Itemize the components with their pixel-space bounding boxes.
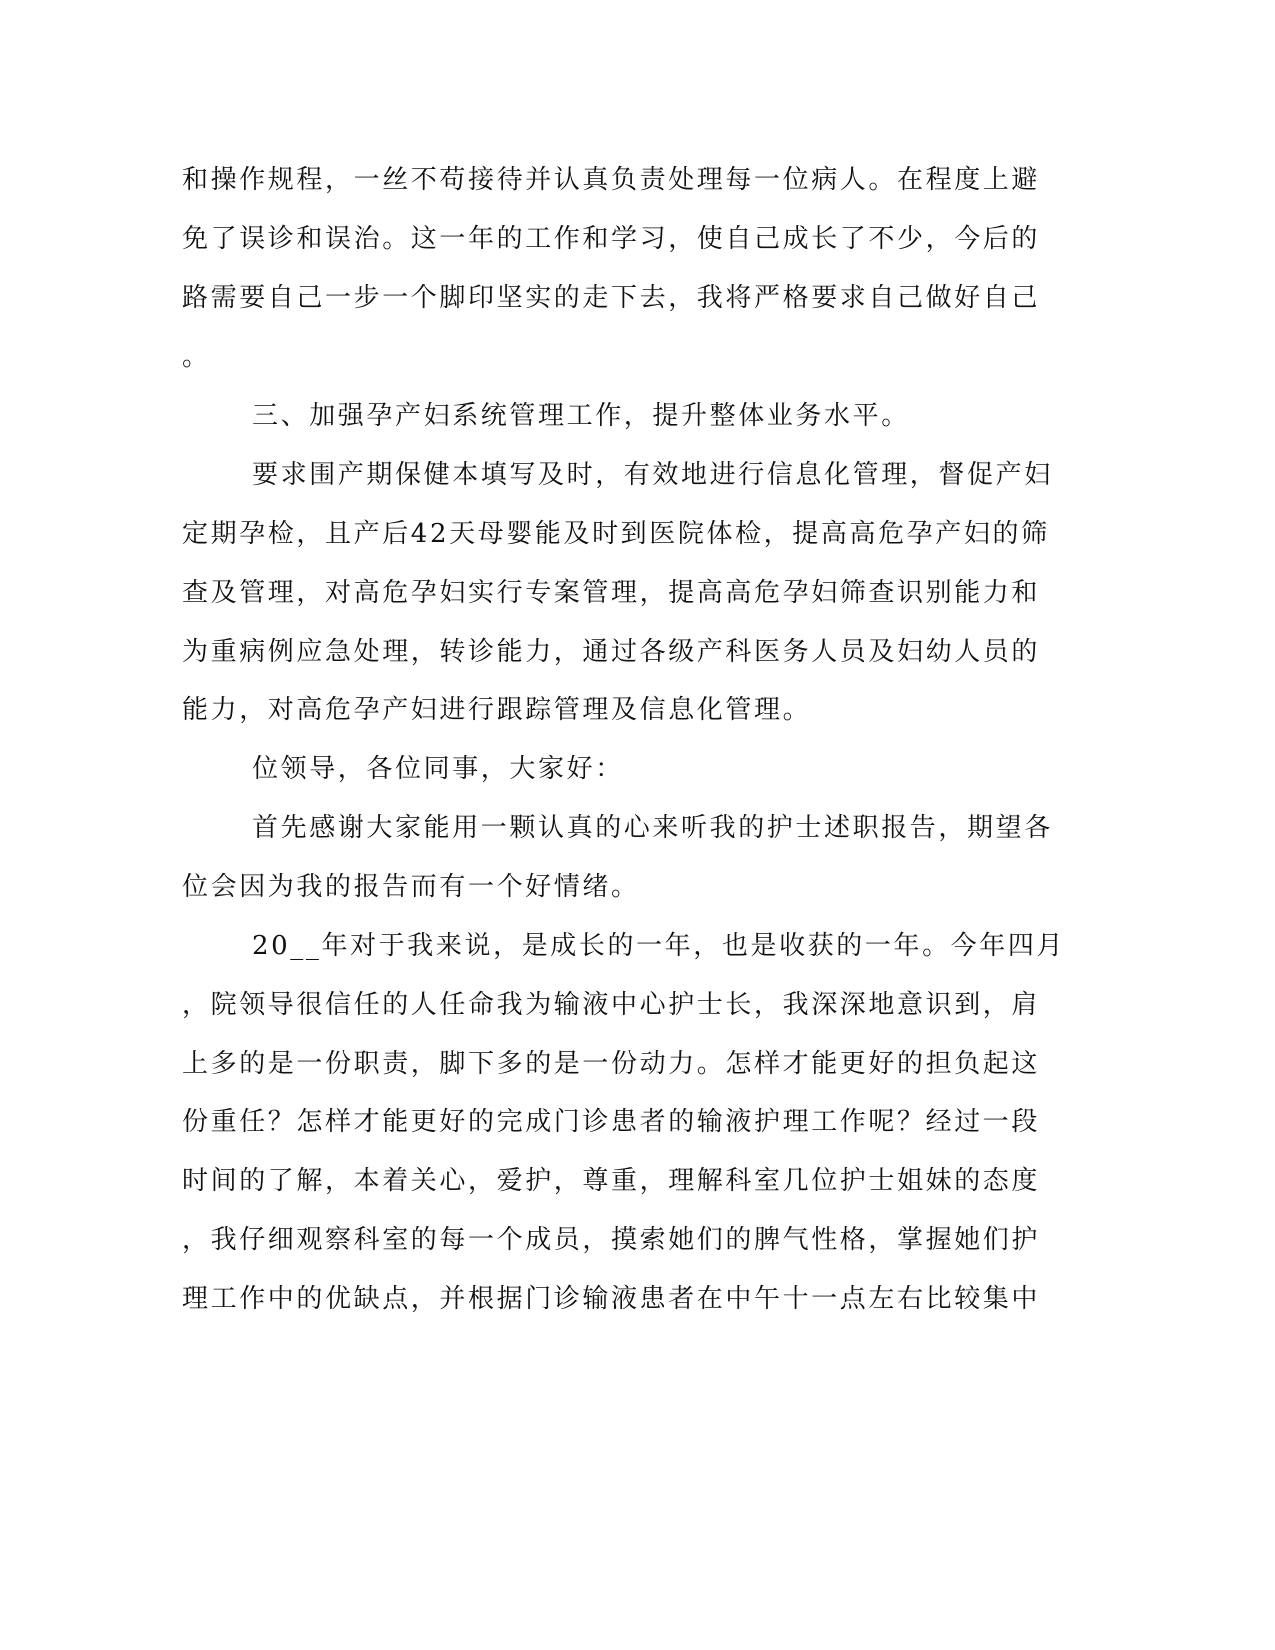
text-line: 份重任？怎样才能更好的完成门诊患者的输液护理工作呢？经过一段 — [182, 1107, 1041, 1137]
section-heading: 三、加强孕产妇系统管理工作，提升整体业务水平。 — [252, 401, 910, 431]
text-line: 理工作中的优缺点，并根据门诊输液患者在中午十一点左右比较集中 — [182, 1284, 1041, 1314]
text-line: 和操作规程，一丝不苟接待并认真负责处理每一位病人。在程度上避 — [182, 165, 1041, 195]
text-line: 路需要自己一步一个脚印坚实的走下去，我将严格要求自己做好自己 — [182, 283, 1041, 313]
text-line: 免了误诊和误治。这一年的工作和学习，使自己成长了不少，今后的 — [182, 224, 1041, 254]
text-line: 首先感谢大家能用一颗认真的心来听我的护士述职报告，期望各 — [252, 813, 1053, 843]
text-line: 要求围产期保健本填写及时，有效地进行信息化管理，督促产妇 — [252, 460, 1053, 490]
text-line: ，院领导很信任的人任命我为输液中心护士长，我深深地意识到，肩 — [182, 990, 1041, 1020]
text-line: 。 — [182, 342, 211, 372]
text-line: 时间的了解，本着关心，爱护，尊重，理解科室几位护士姐妹的态度 — [182, 1166, 1041, 1196]
greeting-line: 位领导，各位同事，大家好： — [252, 754, 624, 784]
text-line: 定期孕检，且产后42天母婴能及时到医院体检，提高高危孕产妇的筛 — [182, 519, 1050, 549]
text-line: ，我仔细观察科室的每一个成员，摸索她们的脾气性格，掌握她们护 — [182, 1225, 1041, 1255]
text-line: 20__年对于我来说，是成长的一年，也是收获的一年。今年四月 — [252, 931, 1066, 961]
text-line: 查及管理，对高危孕妇实行专案管理，提高高危孕妇筛查识别能力和 — [182, 578, 1041, 608]
text-line: 能力，对高危孕产妇进行跟踪管理及信息化管理。 — [182, 695, 812, 725]
text-line: 位会因为我的报告而有一个好情绪。 — [182, 872, 640, 902]
text-line: 上多的是一份职责，脚下多的是一份动力。怎样才能更好的担负起这 — [182, 1049, 1041, 1079]
text-line: 为重病例应急处理，转诊能力，通过各级产科医务人员及妇幼人员的 — [182, 637, 1041, 667]
